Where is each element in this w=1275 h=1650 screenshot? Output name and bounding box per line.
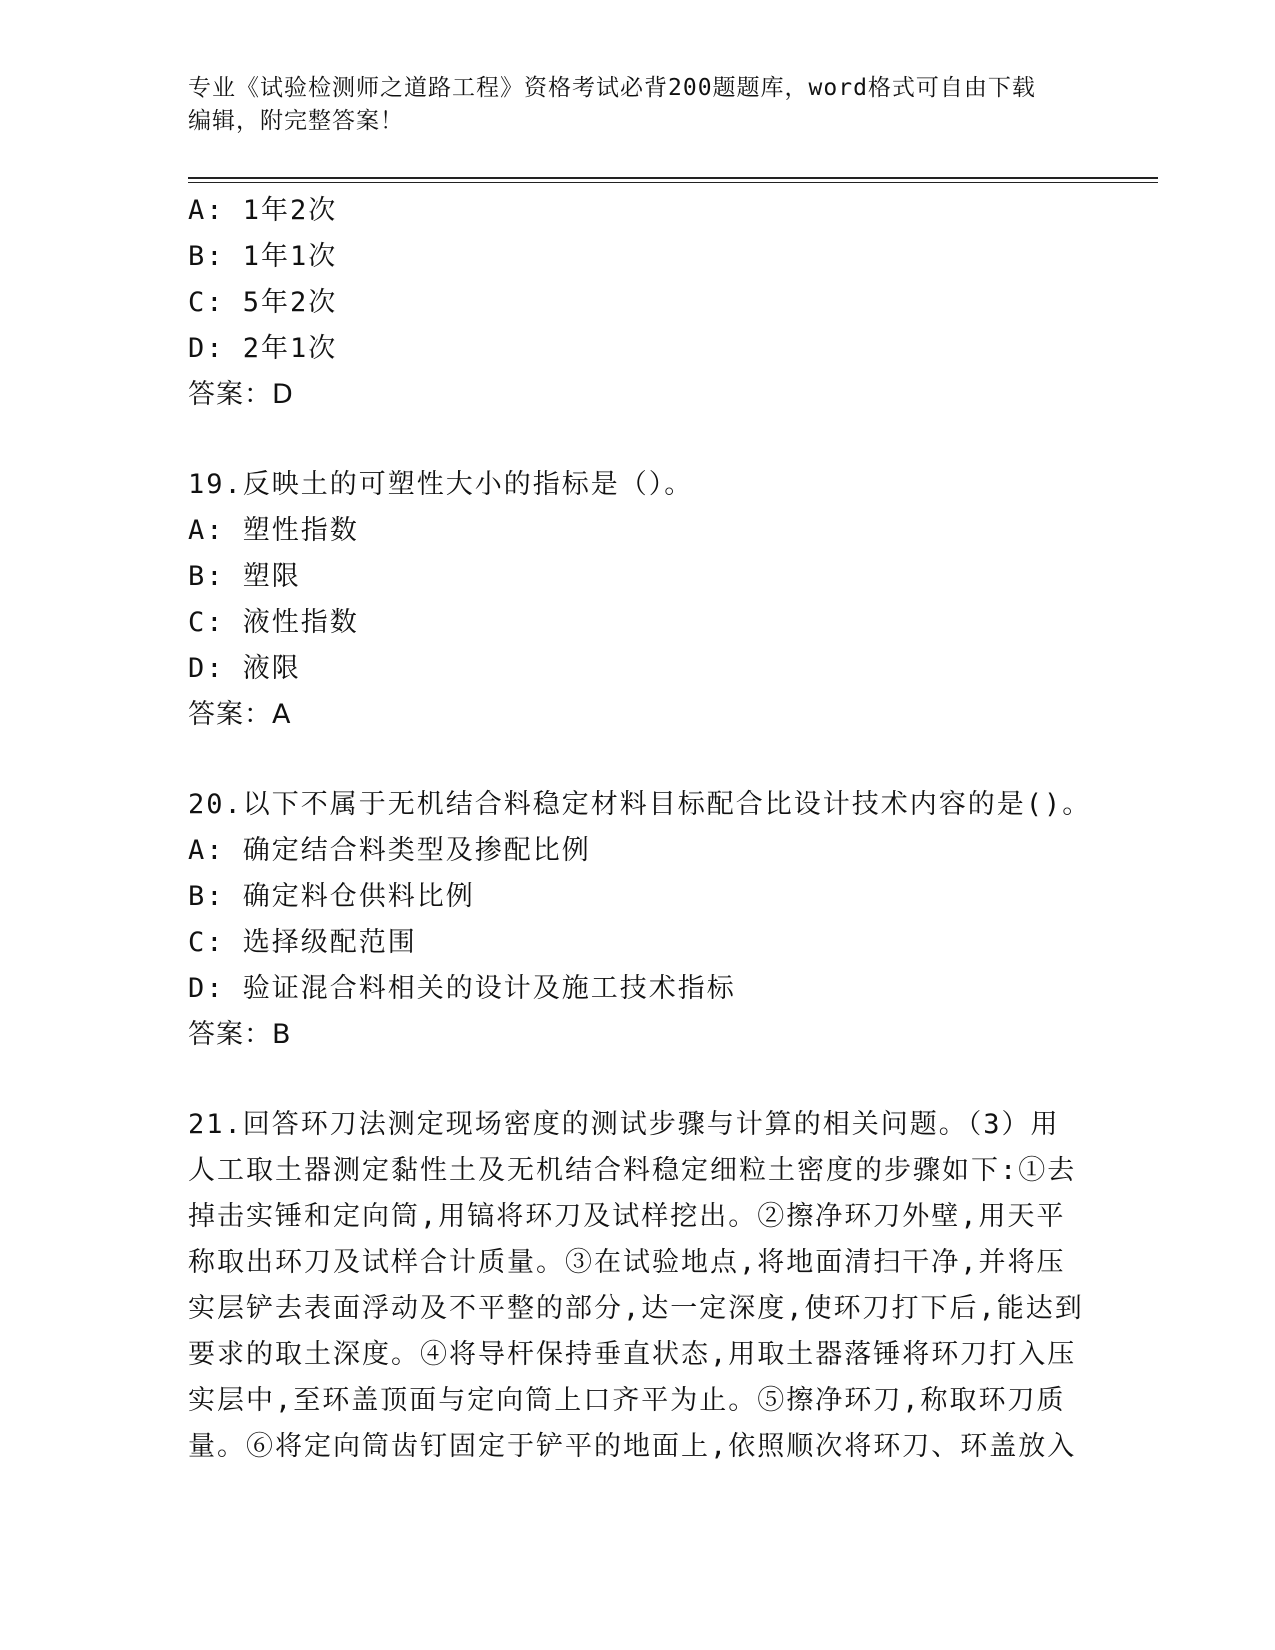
option-d: D: 液限 xyxy=(188,653,301,684)
spacer xyxy=(188,1058,1088,1102)
question-18 xyxy=(188,188,1088,418)
option-c: C: 液性指数 xyxy=(188,607,359,638)
question-line: 要求的取土深度。④将导杆保持垂直状态,用取土器落锤将环刀打入压 xyxy=(188,1339,1077,1370)
question-line: 实层铲去表面浮动及不平整的部分,达一定深度,使环刀打下后,能达到 xyxy=(188,1293,1084,1324)
question-19 xyxy=(188,462,1088,738)
spacer xyxy=(188,418,1088,462)
option-d: D: 2年1次 xyxy=(188,333,338,364)
page-header xyxy=(188,72,1078,138)
option-c: C: 5年2次 xyxy=(188,287,338,318)
answer: 答案：A xyxy=(188,699,292,730)
option-a: A: 塑性指数 xyxy=(188,515,359,546)
question-line: 21.回答环刀法测定现场密度的测试步骤与计算的相关问题。（3）用 xyxy=(188,1109,1060,1140)
answer: 答案：D xyxy=(188,379,294,410)
question-line: 人工取土器测定黏性土及无机结合料稳定细粒土密度的步骤如下:①去 xyxy=(188,1155,1077,1186)
answer: 答案：B xyxy=(188,1019,292,1050)
option-b: B: 1年1次 xyxy=(188,241,338,272)
question-text: 19.反映土的可塑性大小的指标是（）。 xyxy=(188,469,694,500)
spacer xyxy=(188,738,1088,782)
question-line: 称取出环刀及试样合计质量。③在试验地点,将地面清扫干净,并将压 xyxy=(188,1247,1066,1278)
header-divider-thick xyxy=(188,177,1158,179)
question-line: 量。⑥将定向筒齿钉固定于铲平的地面上,依照顺次将环刀、环盖放入 xyxy=(188,1431,1077,1462)
question-20 xyxy=(188,782,1092,1058)
header-line-2: 编辑，附完整答案！ xyxy=(188,108,404,134)
header-line-1: 专业《试验检测师之道路工程》资格考试必背200题题库，word格式可自由下载 xyxy=(188,75,1036,101)
question-line: 实层中,至环盖顶面与定向筒上口齐平为止。⑤擦净环刀,称取环刀质 xyxy=(188,1385,1066,1416)
header-divider-thin xyxy=(188,182,1158,183)
option-c: C: 选择级配范围 xyxy=(188,927,417,958)
question-text: 20.以下不属于无机结合料稳定材料目标配合比设计技术内容的是()。 xyxy=(188,789,1092,820)
option-b: B: 塑限 xyxy=(188,561,301,592)
document-body xyxy=(188,188,1092,1470)
option-b: B: 确定料仓供料比例 xyxy=(188,881,475,912)
question-21 xyxy=(188,1102,1088,1470)
option-a: A: 1年2次 xyxy=(188,195,338,226)
question-line: 掉击实锤和定向筒,用镐将环刀及试样挖出。②擦净环刀外壁,用天平 xyxy=(188,1201,1066,1232)
option-d: D: 验证混合料相关的设计及施工技术指标 xyxy=(188,973,736,1004)
option-a: A: 确定结合料类型及掺配比例 xyxy=(188,835,591,866)
